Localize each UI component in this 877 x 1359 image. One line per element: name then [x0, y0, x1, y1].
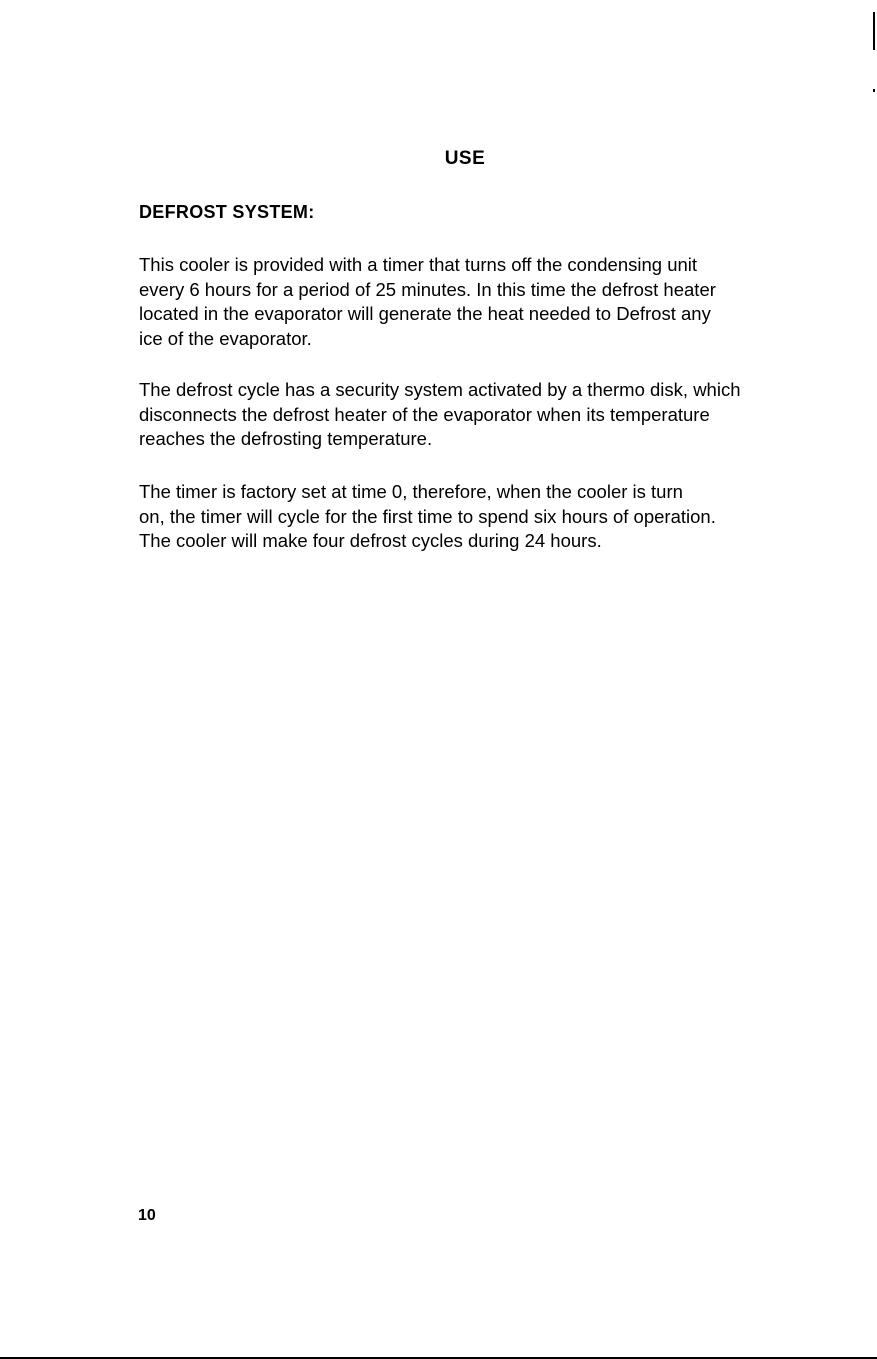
text-line: every 6 hours for a period of 25 minutes. In this time the defrost heater — [139, 278, 716, 300]
paragraph-security-system — [139, 378, 804, 452]
scan-edge-mark — [873, 12, 875, 50]
subheading-defrost-system: DEFROST SYSTEM: — [139, 202, 315, 222]
text-line: reaches the defrosting temperature. — [139, 428, 433, 449]
text-line: disconnects the defrost heater of the evaporator when its temperature — [139, 403, 710, 425]
text-line: on, the timer will cycle for the first time to spend six hours of operation. — [139, 505, 716, 527]
text-line: located in the evaporator will generate the heat needed to Defrost any — [139, 303, 711, 324]
scan-edge-mark — [873, 89, 875, 92]
text-line: The defrost cycle has a security system activated by a thermo disk, which — [139, 379, 741, 400]
text-line: The timer is factory set at time 0, therefore, when the cooler is turn — [139, 481, 683, 502]
section-title: USE — [444, 148, 486, 169]
page-number: 10 — [138, 1207, 156, 1224]
text-line: This cooler is provided with a timer that turns off the condensing unit — [139, 254, 698, 275]
paragraph-timer-factory-setting — [139, 480, 804, 554]
text-line: The cooler will make four defrost cycles during 24 hours. — [139, 530, 602, 551]
text-line: ice of the evaporator. — [139, 327, 312, 349]
paragraph-timer-description — [139, 253, 804, 351]
